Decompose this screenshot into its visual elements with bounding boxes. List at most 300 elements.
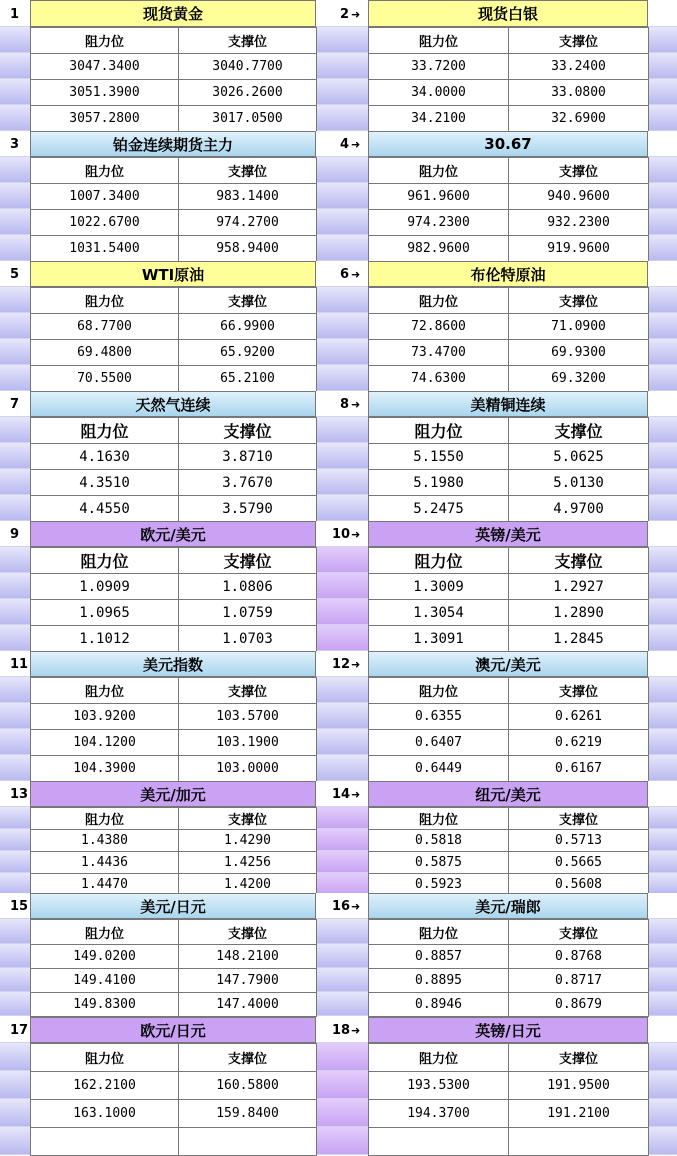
support-header: 支撑位: [179, 920, 317, 945]
table-row: [369, 210, 649, 236]
panel-title: 天然气连续: [30, 391, 316, 417]
support-header: 支撑位: [509, 920, 649, 945]
support-value: 0.5608: [509, 874, 649, 896]
right-gutter: [648, 893, 677, 1016]
support-header: 支撑位: [509, 158, 649, 184]
table-row: [369, 470, 649, 496]
levels-table: [368, 157, 649, 262]
support-value: 932.2300: [509, 210, 649, 236]
table-row: [31, 236, 317, 262]
resistance-value: 0.8895: [369, 969, 509, 993]
panel-title: 英镑/美元: [368, 521, 648, 547]
band-6: [0, 651, 677, 781]
resistance-header: 阻力位: [31, 288, 179, 314]
table-row: [31, 106, 317, 132]
table-row: [31, 756, 317, 782]
table-row: [31, 470, 317, 496]
gutter-cell: [316, 1099, 368, 1127]
support-value: 1.4256: [179, 852, 317, 874]
gutter-cell: [648, 105, 677, 131]
resistance-value: 5.2475: [369, 496, 509, 522]
levels-table: [368, 287, 649, 392]
header-row: [369, 1044, 649, 1072]
gutter-cell: [316, 105, 368, 131]
support-value: 4.9700: [509, 496, 649, 522]
gutter-cell: [0, 729, 30, 755]
panel-title: 欧元/日元: [30, 1017, 316, 1043]
panel-title: 现货白银: [368, 0, 648, 27]
panel-17: [30, 1017, 316, 1156]
resistance-value: 4.3510: [31, 470, 179, 496]
table-row: [31, 314, 317, 340]
gutter-cell: [0, 209, 30, 235]
right-gutter: [648, 391, 677, 521]
table-row: [369, 314, 649, 340]
table-row: [369, 54, 649, 80]
gutter-cell: [0, 469, 30, 495]
resistance-value: 1.3009: [369, 574, 509, 600]
right-gutter: [648, 651, 677, 781]
levels-table: [30, 547, 317, 652]
panel-16: [368, 893, 648, 1017]
row-number: 16: [332, 899, 351, 914]
support-value: 0.6261: [509, 704, 649, 730]
support-value: 1.0806: [179, 574, 317, 600]
gutter-cell: [316, 1127, 368, 1155]
resistance-value: 1031.5400: [31, 236, 179, 262]
header-row: [369, 808, 649, 830]
row-number: 3: [10, 137, 20, 152]
row-number: 14: [332, 787, 351, 802]
support-value: 65.2100: [179, 366, 317, 392]
panel-6: [368, 261, 648, 392]
gutter-cell: [316, 599, 368, 625]
gutter-cell: [648, 521, 677, 547]
table-row: [31, 626, 317, 652]
gutter-cell: [648, 547, 677, 573]
table-row: [369, 945, 649, 969]
gutter-cell: [648, 261, 677, 287]
gutter-cell: [316, 469, 368, 495]
header-row: [31, 678, 317, 704]
resistance-value: 0.5875: [369, 852, 509, 874]
gutter-cell: [316, 209, 368, 235]
gutter-cell: [316, 417, 368, 443]
levels-table: [30, 807, 317, 896]
resistance-header: 阻力位: [31, 158, 179, 184]
gutter-cell: [0, 157, 30, 183]
panel-title: 铂金连续期货主力: [30, 131, 316, 157]
gutter-cell: [0, 1071, 30, 1099]
gutter-cell: [648, 919, 677, 944]
right-gutter: [648, 781, 677, 895]
gutter-cell: [648, 755, 677, 781]
table-row: [369, 366, 649, 392]
row-number: 1: [10, 6, 20, 22]
table-row: [369, 626, 649, 652]
gutter-cell: [0, 677, 30, 703]
gutter-cell: [0, 443, 30, 469]
table-row: [31, 600, 317, 626]
table-row: [369, 574, 649, 600]
header-row: [369, 920, 649, 945]
gutter-cell: [648, 313, 677, 339]
right-gutter: [648, 1017, 677, 1155]
gutter-cell: [0, 599, 30, 625]
resistance-header: 阻力位: [369, 418, 509, 444]
gutter-cell: [648, 729, 677, 755]
support-header: 支撑位: [179, 158, 317, 184]
support-value: 1.4200: [179, 874, 317, 896]
levels-table: [30, 157, 317, 262]
support-value: 940.9600: [509, 184, 649, 210]
panel-14: [368, 781, 648, 896]
table-row: [369, 600, 649, 626]
resistance-value: 70.5500: [31, 366, 179, 392]
header-row: [31, 1044, 317, 1072]
gutter-cell: [0, 1127, 30, 1155]
panel-title: 美精铜连续: [368, 391, 648, 417]
gutter-cell: [648, 235, 677, 261]
support-header: 支撑位: [179, 548, 317, 574]
panel-title: 美元/瑞郎: [368, 893, 648, 919]
support-value: 3017.0500: [179, 106, 317, 132]
gutter-cell: [0, 495, 30, 521]
resistance-value: 33.7200: [369, 54, 509, 80]
header-row: [369, 548, 649, 574]
band-1: [0, 0, 677, 131]
table-row: [31, 210, 317, 236]
support-value: 1.4290: [179, 830, 317, 852]
arrow-icon: ➜: [351, 658, 361, 671]
arrow-icon: ➜: [351, 788, 361, 801]
resistance-value: 4.4550: [31, 496, 179, 522]
gutter-cell: [316, 365, 368, 391]
resistance-value: 1.0909: [31, 574, 179, 600]
header-row: [31, 158, 317, 184]
table-row: [31, 852, 317, 874]
row-number: 6: [340, 267, 350, 282]
resistance-header: 阻力位: [369, 678, 509, 704]
support-value: 147.7900: [179, 969, 317, 993]
gutter-cell: [0, 944, 30, 968]
header-row: [31, 548, 317, 574]
panel-10: [368, 521, 648, 652]
support-value: 159.8400: [179, 1100, 317, 1128]
support-header: 支撑位: [509, 808, 649, 830]
resistance-value: 1.0965: [31, 600, 179, 626]
resistance-value: 3047.3400: [31, 54, 179, 80]
table-row: [369, 993, 649, 1017]
gutter-cell: [316, 992, 368, 1016]
gutter-cell: [0, 365, 30, 391]
gutter-cell: [0, 625, 30, 651]
gutter-cell: [316, 968, 368, 992]
support-value: 0.6167: [509, 756, 649, 782]
support-value: 3040.7700: [179, 54, 317, 80]
gutter-cell: [0, 807, 30, 829]
gutter-cell: [316, 1043, 368, 1071]
table-row: [369, 340, 649, 366]
support-value: 71.0900: [509, 314, 649, 340]
support-value: 1.2890: [509, 600, 649, 626]
levels-table: [368, 677, 649, 782]
support-value: 0.8717: [509, 969, 649, 993]
gutter-cell: [0, 105, 30, 131]
gutter-cell: [316, 495, 368, 521]
levels-table: [368, 1043, 649, 1156]
gutter-cell: [0, 851, 30, 873]
row-number: 15: [10, 899, 29, 914]
gutter-cell: [0, 1099, 30, 1127]
gutter-cell: [648, 1099, 677, 1127]
table-row: [31, 184, 317, 210]
gutter-cell: [0, 417, 30, 443]
support-value: 974.2700: [179, 210, 317, 236]
table-row: [31, 704, 317, 730]
support-value: 919.9600: [509, 236, 649, 262]
header-row: [369, 288, 649, 314]
gutter-cell: [0, 873, 30, 895]
gutter-cell: [648, 209, 677, 235]
resistance-header: 阻力位: [31, 678, 179, 704]
table-row: [31, 444, 317, 470]
resistance-header: 阻力位: [31, 808, 179, 830]
table-row: [31, 340, 317, 366]
resistance-value: 0.6407: [369, 730, 509, 756]
support-value: 103.0000: [179, 756, 317, 782]
panel-title: 布伦特原油: [368, 261, 648, 287]
resistance-value: 5.1550: [369, 444, 509, 470]
resistance-value: 1022.6700: [31, 210, 179, 236]
gutter-cell: [648, 131, 677, 157]
panel-title: 欧元/美元: [30, 521, 316, 547]
gutter-cell: [648, 1127, 677, 1155]
table-row: [369, 756, 649, 782]
arrow-icon: ➜: [351, 1024, 361, 1037]
gutter-cell: [316, 573, 368, 599]
resistance-header: 阻力位: [369, 920, 509, 945]
panel-title: 现货黄金: [30, 0, 316, 27]
right-gutter: [648, 0, 677, 131]
gutter-cell: [0, 235, 30, 261]
resistance-value: 72.8600: [369, 314, 509, 340]
panel-5: [30, 261, 316, 392]
gutter-cell: [316, 919, 368, 944]
support-value: 3.7670: [179, 470, 317, 496]
gutter-cell: [316, 157, 368, 183]
support-header: 支撑位: [179, 808, 317, 830]
band-9: [0, 1017, 677, 1155]
support-value: 191.2100: [509, 1100, 649, 1128]
support-value: 148.2100: [179, 945, 317, 969]
right-gutter: [648, 131, 677, 261]
levels-table: [368, 547, 649, 652]
panel-8: [368, 391, 648, 522]
support-header: 支撑位: [509, 548, 649, 574]
gutter-cell: [648, 469, 677, 495]
row-number: 9: [10, 527, 20, 542]
gutter-cell: [648, 944, 677, 968]
support-value: 1.2845: [509, 626, 649, 652]
resistance-value: 1.4380: [31, 830, 179, 852]
levels-table: [368, 919, 649, 1017]
table-row: [31, 993, 317, 1017]
resistance-header: 阻力位: [369, 28, 509, 54]
gutter-cell: [316, 807, 368, 829]
panel-2: [368, 0, 648, 132]
gutter-cell: [0, 183, 30, 209]
gutter-cell: [648, 1043, 677, 1071]
panel-12: [368, 651, 648, 782]
gutter-cell: [316, 443, 368, 469]
gutter-cell: [316, 873, 368, 895]
gutter-cell: [648, 287, 677, 313]
gutter-cell: [648, 781, 677, 807]
support-value: 32.6900: [509, 106, 649, 132]
resistance-value: 0.5818: [369, 830, 509, 852]
table-row: [369, 704, 649, 730]
header-row: [31, 808, 317, 830]
gutter-cell: [316, 829, 368, 851]
support-value: 160.5800: [179, 1072, 317, 1100]
arrow-icon: ➜: [351, 138, 361, 151]
gutter-cell: [316, 339, 368, 365]
support-value: 1.0703: [179, 626, 317, 652]
panel-4: [368, 131, 648, 262]
right-gutter: [648, 261, 677, 391]
table-row: [369, 969, 649, 993]
band-8: [0, 893, 677, 1016]
support-value: 0.8768: [509, 945, 649, 969]
arrow-icon: ➜: [351, 528, 361, 541]
support-header: 支撑位: [179, 418, 317, 444]
gutter-cell: [0, 1043, 30, 1071]
panel-title: 纽元/美元: [368, 781, 648, 807]
resistance-value: 149.0200: [31, 945, 179, 969]
gutter-cell: [648, 0, 677, 27]
header-row: [31, 920, 317, 945]
header-row: [369, 28, 649, 54]
gutter-cell: [648, 873, 677, 895]
gutter-cell: [648, 677, 677, 703]
gutter-cell: [316, 677, 368, 703]
band-2: [0, 131, 677, 261]
band-4: [0, 391, 677, 521]
header-row: [369, 158, 649, 184]
support-value: 0.6219: [509, 730, 649, 756]
header-row: [31, 28, 317, 54]
support-value: 103.5700: [179, 704, 317, 730]
gutter-cell: [0, 27, 30, 53]
resistance-value: 69.4800: [31, 340, 179, 366]
arrow-icon: ➜: [351, 268, 361, 281]
support-value: 5.0130: [509, 470, 649, 496]
resistance-value: 0.8946: [369, 993, 509, 1017]
panel-title: 美元/加元: [30, 781, 316, 807]
support-value: 3.8710: [179, 444, 317, 470]
row-number: 10: [332, 527, 351, 542]
support-value: 983.1400: [179, 184, 317, 210]
gutter-cell: [648, 599, 677, 625]
panel-11: [30, 651, 316, 782]
resistance-value: 0.8857: [369, 945, 509, 969]
table-row: [369, 1100, 649, 1128]
band-7: [0, 781, 677, 895]
levels-table: [30, 677, 317, 782]
gutter-cell: [648, 992, 677, 1016]
table-row: [31, 830, 317, 852]
resistance-value: 104.1200: [31, 730, 179, 756]
gutter-cell: [648, 53, 677, 79]
levels-table: [30, 1043, 317, 1156]
gutter-cell: [316, 729, 368, 755]
gutter-cell: [316, 27, 368, 53]
resistance-value: 74.6300: [369, 366, 509, 392]
levels-table: [368, 27, 649, 132]
row-number: 5: [10, 267, 20, 282]
row-number: 8: [340, 397, 350, 412]
gutter-cell: [0, 968, 30, 992]
gutter-cell: [0, 53, 30, 79]
support-header: 支撑位: [509, 28, 649, 54]
support-value: 65.9200: [179, 340, 317, 366]
gutter-cell: [316, 547, 368, 573]
resistance-header: 阻力位: [31, 418, 179, 444]
resistance-value: 103.9200: [31, 704, 179, 730]
gutter-cell: [648, 157, 677, 183]
resistance-value: 0.5923: [369, 874, 509, 896]
gutter-cell: [0, 547, 30, 573]
gutter-cell: [0, 992, 30, 1016]
support-value: 191.9500: [509, 1072, 649, 1100]
table-row: [369, 106, 649, 132]
support-value: 5.0625: [509, 444, 649, 470]
table-row: [31, 969, 317, 993]
resistance-value: 982.9600: [369, 236, 509, 262]
support-header: 支撑位: [509, 678, 649, 704]
resistance-header: 阻力位: [31, 1044, 179, 1072]
levels-table: [368, 417, 649, 522]
panel-title: 澳元/美元: [368, 651, 648, 677]
support-value: 0.5665: [509, 852, 649, 874]
support-header: 支撑位: [509, 418, 649, 444]
resistance-value: 73.4700: [369, 340, 509, 366]
resistance-value: 1.3054: [369, 600, 509, 626]
gutter-cell: [648, 829, 677, 851]
table-row: [369, 730, 649, 756]
gutter-cell: [648, 703, 677, 729]
arrow-icon: ➜: [351, 398, 361, 411]
panel-3: [30, 131, 316, 262]
header-row: [31, 288, 317, 314]
levels-table: [368, 807, 649, 896]
table-row: [369, 236, 649, 262]
gutter-cell: [648, 1017, 677, 1043]
resistance-value: 1.1012: [31, 626, 179, 652]
resistance-value: 1.4436: [31, 852, 179, 874]
support-value: 1.0759: [179, 600, 317, 626]
panel-9: [30, 521, 316, 652]
resistance-value: 34.2100: [369, 106, 509, 132]
gutter-cell: [0, 755, 30, 781]
resistance-value: 4.1630: [31, 444, 179, 470]
resistance-value: 34.0000: [369, 80, 509, 106]
resistance-value: 104.3900: [31, 756, 179, 782]
support-header: 支撑位: [509, 288, 649, 314]
resistance-header: 阻力位: [31, 920, 179, 945]
gutter-cell: [648, 391, 677, 417]
